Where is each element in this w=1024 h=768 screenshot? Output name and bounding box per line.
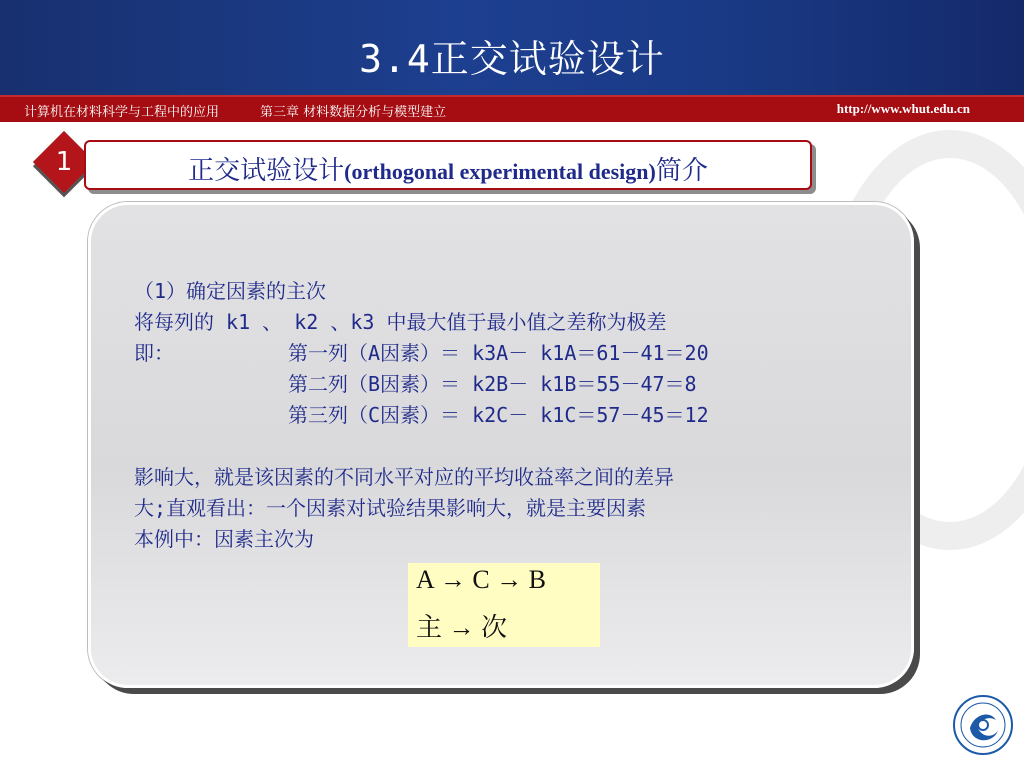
text-line: 影响大，就是该因素的不同水平对应的平均收益率之间的差异: [134, 465, 674, 489]
text-line: 本例中：因素主次为: [134, 527, 314, 551]
text-line: 第二列（B因素）＝ k2B－ k1B＝55－47＝8: [288, 372, 697, 396]
text-line: 第一列（A因素）＝ k3A－ k1A＝61－41＝20: [288, 341, 709, 365]
text-line: 即：: [134, 341, 174, 365]
page-title: 3.4正交试验设计: [359, 37, 665, 81]
heading-en: (orthogonal experimental design): [344, 159, 656, 184]
heading-cn-part2: 简介: [655, 156, 708, 186]
section-number: 1: [55, 147, 73, 177]
university-logo-icon: [952, 694, 1014, 756]
chapter-name: 第三章 材料数据分析与模型建立: [260, 105, 447, 120]
title-bar: [0, 0, 1024, 95]
text-line: 将每列的 k1 、 k2 、k3 中最大值于最小值之差称为极差: [134, 310, 667, 334]
section-heading: [84, 140, 812, 190]
content-body: [134, 276, 894, 555]
text-line: 大;直观看出：一个因素对试验结果影响大，就是主要因素: [134, 496, 647, 520]
spacer: [134, 431, 894, 462]
section-heading-text: [86, 150, 810, 187]
factor-order-formula: [408, 563, 600, 647]
course-name: 计算机在材料科学与工程中的应用: [24, 105, 220, 120]
formula-row-factors: A → C → B: [416, 565, 547, 594]
heading-cn-part1: 正交试验设计: [188, 156, 345, 186]
site-url: http://www.whut.edu.cn: [836, 101, 970, 116]
course-banner: [0, 95, 1024, 122]
formula-row-order: 主 → 次: [416, 613, 508, 642]
text-line: （1）确定因素的主次: [134, 279, 327, 303]
text-line: 第三列（C因素）＝ k2C－ k1C＝57－45＝12: [288, 403, 709, 427]
